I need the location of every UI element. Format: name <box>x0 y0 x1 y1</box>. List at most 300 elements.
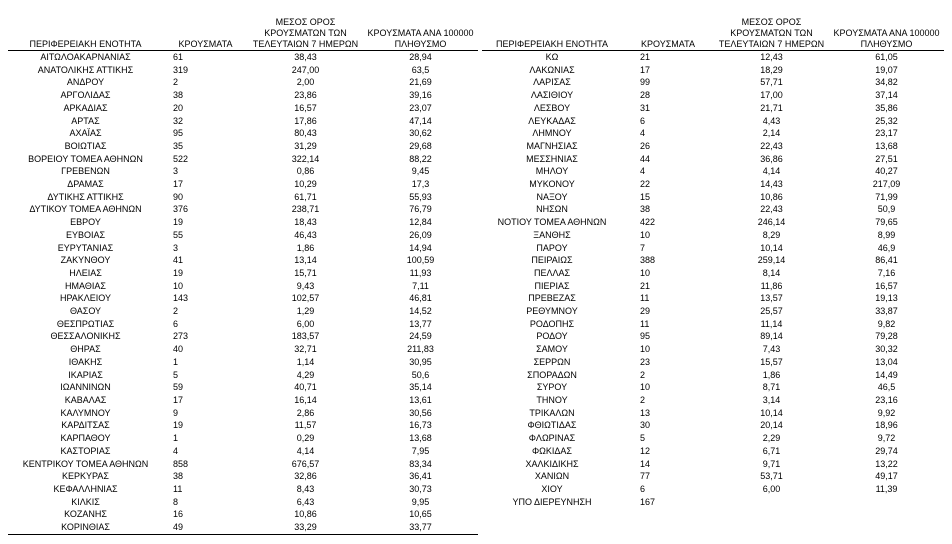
region-cell: ΕΒΡΟΥ <box>70 217 101 228</box>
per100k-cell: 33,87 <box>875 306 898 317</box>
header-cases: ΚΡΟΥΣΜΑΤΑ <box>163 10 248 51</box>
region-cell: ΝΗΣΩΝ <box>536 204 568 215</box>
avg7-cell: 4,14 <box>296 445 315 456</box>
table-row <box>8 203 478 216</box>
per100k-cell: 8,99 <box>877 229 896 240</box>
avg7-cell: 102,57 <box>291 293 320 304</box>
per100k-cell: 88,22 <box>409 153 432 164</box>
region-cell: ΚΑΒΑΛΑΣ <box>64 394 107 405</box>
cases-cell: 29 <box>640 306 651 317</box>
region-cell: ΚΕΦΑΛΛΗΝΙΑΣ <box>53 483 118 494</box>
cases-cell: 6 <box>640 483 646 494</box>
avg7-cell: 7,43 <box>762 344 781 355</box>
per100k-cell: 9,92 <box>877 407 896 418</box>
region-cell: ΚΑΛΥΜΝΟΥ <box>60 407 111 418</box>
cases-cell: 19 <box>173 217 184 228</box>
region-cell: ΧΑΝΙΩΝ <box>534 471 570 482</box>
avg7-cell: 6,00 <box>762 483 781 494</box>
region-cell: ΧΙΟΥ <box>541 483 563 494</box>
table-row <box>8 343 478 356</box>
region-cell: ΚΑΡΔΙΤΣΑΣ <box>61 420 110 431</box>
cases-cell: 5 <box>640 433 646 444</box>
table-row <box>8 419 478 432</box>
per100k-cell: 61,05 <box>875 52 898 62</box>
cases-cell: 23 <box>640 356 651 367</box>
cases-cell: 422 <box>640 217 656 228</box>
table-row <box>482 178 944 191</box>
cases-cell: 21 <box>640 280 651 291</box>
avg7-cell: 23,86 <box>294 90 317 101</box>
per100k-cell: 13,68 <box>409 433 432 444</box>
cases-cell: 14 <box>640 458 651 469</box>
per100k-cell: 40,27 <box>875 166 898 177</box>
region-cell: ΡΟΔΟΠΗΣ <box>529 318 575 329</box>
region-cell: ΛΑΣΙΘΙΟΥ <box>530 90 574 101</box>
region-cell: ΠΕΙΡΑΙΩΣ <box>531 255 573 266</box>
table-row <box>482 115 944 128</box>
region-cell: ΒΟΡΕΙΟΥ ΤΟΜΕΑ ΑΘΗΝΩΝ <box>28 153 143 164</box>
per100k-cell: 28,94 <box>409 52 432 62</box>
table-row <box>482 381 944 394</box>
region-cell: ΠΡΕΒΕΖΑΣ <box>528 293 576 304</box>
table-row <box>482 292 944 305</box>
header-per100k: ΚΡΟΥΣΜΑΤΑ ΑΝΑ 100000 ΠΛΗΘΥΣΜΟ <box>363 10 478 51</box>
avg7-cell: 2,29 <box>762 433 781 444</box>
region-cell: ΛΗΜΝΟΥ <box>532 128 572 139</box>
cases-cell: 22 <box>640 179 651 190</box>
region-cell: ΑΡΚΑΔΙΑΣ <box>63 102 108 113</box>
per100k-cell: 23,16 <box>875 394 898 405</box>
avg7-cell: 4,14 <box>762 166 781 177</box>
cases-cell: 7 <box>640 242 646 253</box>
per100k-cell: 9,95 <box>411 496 430 507</box>
region-cell: ΥΠΟ ΔΙΕΡΕΥΝΗΣΗ <box>512 496 592 507</box>
region-cell: ΣΑΜΟΥ <box>536 344 568 355</box>
cases-cell: 16 <box>173 509 184 520</box>
table-row <box>482 242 944 255</box>
per100k-cell: 30,73 <box>409 483 432 494</box>
cases-cell: 5 <box>173 369 179 380</box>
per100k-cell: 71,99 <box>875 191 898 202</box>
table-row <box>482 254 944 267</box>
avg7-cell: 6,00 <box>296 318 315 329</box>
cases-cell: 99 <box>640 77 651 88</box>
per100k-cell: 39,16 <box>409 90 432 101</box>
per100k-cell: 76,79 <box>409 204 432 215</box>
cases-cell: 3 <box>173 242 179 253</box>
cases-cell: 32 <box>173 115 184 126</box>
table-row <box>8 127 478 140</box>
avg7-cell: 4,29 <box>296 369 315 380</box>
per100k-cell: 37,14 <box>875 90 898 101</box>
cases-cell: 143 <box>173 293 189 304</box>
cases-cell: 11 <box>640 293 650 304</box>
region-cell: ΘΕΣΠΡΩΤΙΑΣ <box>56 318 115 329</box>
table-row <box>482 356 944 369</box>
avg7-cell: 2,14 <box>762 128 781 139</box>
avg7-cell: 6,43 <box>296 496 315 507</box>
per100k-cell: 35,14 <box>409 382 432 393</box>
region-cell: ΘΑΣΟΥ <box>69 306 102 317</box>
region-cell: ΑΡΓΟΛΙΔΑΣ <box>60 90 111 101</box>
per100k-cell: 63,5 <box>411 64 430 75</box>
region-cell: ΕΥΡΥΤΑΝΙΑΣ <box>57 242 114 253</box>
avg7-cell: 21,71 <box>760 102 783 113</box>
per100k-cell: 23,07 <box>409 102 432 113</box>
avg7-cell: 10,29 <box>294 179 317 190</box>
table-row <box>482 496 944 509</box>
cases-cell: 8 <box>173 496 179 507</box>
table-row <box>8 458 478 471</box>
table-row <box>482 445 944 458</box>
region-cell: ΙΩΑΝΝΙΝΩΝ <box>60 382 111 393</box>
table-header-row <box>482 10 944 51</box>
table-row <box>482 330 944 343</box>
per100k-cell: 29,68 <box>409 140 432 151</box>
avg7-cell: 259,14 <box>757 255 786 266</box>
avg7-cell: 80,43 <box>294 128 317 139</box>
avg7-cell: 16,57 <box>294 102 317 113</box>
region-cell: ΤΡΙΚΑΛΩΝ <box>529 407 575 418</box>
per100k-cell: 100,59 <box>406 255 435 266</box>
per100k-cell: 12,84 <box>409 217 432 228</box>
region-cell: ΑΙΤΩΛΟΑΚΑΡΝΑΝΙΑΣ <box>40 52 131 62</box>
per100k-cell: 16,73 <box>409 420 432 431</box>
table-row <box>482 432 944 445</box>
region-cell: ΜΕΣΣΗΝΙΑΣ <box>526 153 578 164</box>
avg7-cell: 89,14 <box>760 331 783 342</box>
region-cell: ΤΗΝΟΥ <box>536 394 568 405</box>
table-row <box>482 51 944 64</box>
table-row <box>8 64 478 77</box>
table-row <box>482 76 944 89</box>
per100k-cell: 29,74 <box>875 445 898 456</box>
cases-cell: 40 <box>173 344 184 355</box>
per100k-cell: 21,69 <box>409 77 432 88</box>
per100k-cell: 14,49 <box>875 369 898 380</box>
table-row <box>8 115 478 128</box>
avg7-cell: 32,86 <box>294 471 317 482</box>
cases-cell: 13 <box>640 407 651 418</box>
region-cell: ΝΑΞΟΥ <box>536 191 568 202</box>
cases-cell: 95 <box>640 331 651 342</box>
avg7-cell: 10,14 <box>760 242 783 253</box>
cases-cell: 10 <box>640 382 651 393</box>
table-row <box>8 229 478 242</box>
avg7-cell: 46,43 <box>294 229 317 240</box>
cases-cell: 28 <box>640 90 651 101</box>
region-cell: ΘΕΣΣΑΛΟΝΙΚΗΣ <box>50 331 121 342</box>
cases-cell: 3 <box>173 166 179 177</box>
table-row <box>482 203 944 216</box>
cases-cell: 11 <box>640 318 650 329</box>
cases-cell: 38 <box>173 90 184 101</box>
cases-cell: 319 <box>173 64 189 75</box>
per100k-cell: 9,45 <box>411 166 430 177</box>
cases-table-right <box>482 10 944 508</box>
cases-cell: 59 <box>173 382 184 393</box>
per100k-cell: 30,32 <box>875 344 898 355</box>
table-row <box>8 102 478 115</box>
per100k-cell: 7,11 <box>412 280 429 291</box>
per100k-cell: 10,65 <box>409 509 432 520</box>
table-row <box>482 369 944 382</box>
region-cell: ΔΥΤΙΚΗΣ ΑΤΤΙΚΗΣ <box>47 191 124 202</box>
region-cell: ΠΑΡΟΥ <box>536 242 568 253</box>
cases-cell: 10 <box>173 280 184 291</box>
cases-cell: 522 <box>173 153 189 164</box>
avg7-cell: 53,71 <box>760 471 783 482</box>
per100k-cell: 19,13 <box>875 293 898 304</box>
table-row <box>8 191 478 204</box>
region-cell: ΔΡΑΜΑΣ <box>67 179 104 190</box>
table-row <box>482 89 944 102</box>
header-region: ΠΕΡΙΦΕΡΕΙΑΚΗ ΕΝΟΤΗΤΑ <box>8 10 163 51</box>
cases-cell: 19 <box>173 420 184 431</box>
avg7-cell: 1,29 <box>296 306 315 317</box>
table-row <box>482 229 944 242</box>
per100k-cell: 46,9 <box>877 242 896 253</box>
per100k-cell: 30,95 <box>409 356 432 367</box>
region-cell: ΡΟΔΟΥ <box>536 331 568 342</box>
table-row <box>482 140 944 153</box>
per100k-cell: 211,83 <box>407 344 434 355</box>
cases-cell: 1 <box>173 433 179 444</box>
region-cell: ΗΡΑΚΛΕΙΟΥ <box>59 293 112 304</box>
avg7-cell: 1,86 <box>762 369 781 380</box>
region-cell: ΙΚΑΡΙΑΣ <box>68 369 103 380</box>
per100k-cell: 11,39 <box>875 483 898 494</box>
cases-cell: 17 <box>173 394 184 405</box>
table-row <box>482 216 944 229</box>
cases-cell: 38 <box>173 471 184 482</box>
avg7-cell: 61,71 <box>294 191 317 202</box>
table-header-row <box>8 10 478 51</box>
cases-cell: 4 <box>640 166 646 177</box>
region-cell: ΣΠΟΡΑΔΩΝ <box>527 369 577 380</box>
per100k-cell: 23,17 <box>875 128 898 139</box>
cases-cell: 10 <box>640 267 651 278</box>
avg7-cell: 6,71 <box>762 445 781 456</box>
avg7-cell: 31,29 <box>294 140 317 151</box>
cases-cell: 388 <box>640 255 656 266</box>
avg7-cell: 10,86 <box>760 191 783 202</box>
table-row <box>8 216 478 229</box>
per100k-cell: 17,3 <box>411 179 430 190</box>
table-row <box>8 445 478 458</box>
table-row <box>8 508 478 521</box>
table-row <box>8 407 478 420</box>
per100k-cell: 34,82 <box>875 77 898 88</box>
table-row <box>8 76 478 89</box>
region-cell: ΛΕΥΚΑΔΑΣ <box>528 115 576 126</box>
avg7-cell: 8,43 <box>296 483 315 494</box>
region-cell: ΚΟΡΙΝΘΙΑΣ <box>8 521 163 534</box>
table-row <box>8 242 478 255</box>
region-cell: ΣΕΡΡΩΝ <box>533 356 571 367</box>
per100k-cell: 79,65 <box>875 217 898 228</box>
header-cases: ΚΡΟΥΣΜΑΤΑ <box>622 10 714 51</box>
table-row <box>482 458 944 471</box>
per100k-cell: 7,16 <box>877 267 896 278</box>
per100k-cell: 9,82 <box>877 318 896 329</box>
region-cell: ΡΕΘΥΜΝΟΥ <box>526 306 578 317</box>
per100k-cell: 7,95 <box>411 445 430 456</box>
region-cell: ΧΑΛΚΙΔΙΚΗΣ <box>525 458 579 469</box>
table-row <box>482 267 944 280</box>
avg7-cell: 676,57 <box>291 458 320 469</box>
cases-cell: 35 <box>173 140 184 151</box>
per100k-cell: 27,51 <box>875 153 898 164</box>
avg7-cell: 22,43 <box>760 204 783 215</box>
table-row <box>482 318 944 331</box>
per100k-cell: 35,86 <box>875 102 898 113</box>
avg7-cell: 18,43 <box>294 217 317 228</box>
region-cell: ΓΡΕΒΕΝΩΝ <box>61 166 110 177</box>
cases-cell: 4 <box>173 445 179 456</box>
per100k-cell: 16,57 <box>875 280 898 291</box>
avg7-cell: 2,86 <box>296 407 315 418</box>
cases-cell: 55 <box>173 229 184 240</box>
cases-cell: 4 <box>640 128 646 139</box>
region-cell: ΔΥΤΙΚΟΥ ΤΟΜΕΑ ΑΘΗΝΩΝ <box>29 204 142 215</box>
cases-cell: 167 <box>640 496 656 507</box>
per100k-cell: 86,41 <box>875 255 898 266</box>
avg7-cell: 9,43 <box>296 280 315 291</box>
cases-cell: 61 <box>173 52 184 62</box>
region-cell: ΝΟΤΙΟΥ ΤΟΜΕΑ ΑΘΗΝΩΝ <box>497 217 607 228</box>
per100k-cell <box>829 496 944 509</box>
avg7-cell: 3,14 <box>762 394 781 405</box>
avg7-cell: 4,43 <box>762 115 781 126</box>
cases-cell: 19 <box>173 267 184 278</box>
avg7-cell <box>714 496 829 509</box>
per100k-cell: 46,81 <box>409 293 432 304</box>
cases-cell: 20 <box>173 102 184 113</box>
table-row <box>8 369 478 382</box>
cases-cell: 6 <box>640 115 646 126</box>
region-cell: ΚΕΡΚΥΡΑΣ <box>62 471 109 482</box>
region-cell: ΑΧΑΪΑΣ <box>69 128 102 139</box>
table-row <box>482 305 944 318</box>
cases-cell: 1 <box>173 356 179 367</box>
table-row <box>482 165 944 178</box>
per100k-cell: 55,93 <box>409 191 432 202</box>
cases-cell: 77 <box>640 471 651 482</box>
per100k-cell: 9,72 <box>877 433 896 444</box>
avg7-cell: 15,71 <box>294 267 317 278</box>
per100k-cell: 11,93 <box>409 267 432 278</box>
region-cell: ΞΑΝΘΗΣ <box>533 229 571 240</box>
table-row <box>8 381 478 394</box>
per100k-cell: 33,77 <box>363 521 478 534</box>
table-row <box>8 470 478 483</box>
avg7-cell: 1,86 <box>296 242 315 253</box>
table-row <box>482 153 944 166</box>
avg7-cell: 13,57 <box>760 293 783 304</box>
avg7-cell: 33,29 <box>248 521 363 534</box>
avg7-cell: 11,57 <box>294 420 317 431</box>
avg7-cell: 20,14 <box>760 420 783 431</box>
cases-cell: 49 <box>163 521 248 534</box>
cases-cell: 38 <box>640 204 651 215</box>
per100k-cell: 217,09 <box>872 179 901 190</box>
avg7-cell: 57,71 <box>760 77 783 88</box>
cases-cell: 12 <box>640 445 651 456</box>
per100k-cell: 83,34 <box>409 458 432 469</box>
cases-cell: 2 <box>640 369 646 380</box>
region-cell: ΣΥΡΟΥ <box>536 382 568 393</box>
per100k-cell: 25,32 <box>875 115 898 126</box>
region-cell: ΖΑΚΥΝΘΟΥ <box>60 255 111 266</box>
region-cell: ΒΟΙΩΤΙΑΣ <box>64 140 107 151</box>
table-row <box>8 356 478 369</box>
region-cell: ΙΘΑΚΗΣ <box>68 356 103 367</box>
region-cell: ΚΩ <box>545 52 559 62</box>
table-body-left <box>8 51 478 535</box>
table-row <box>8 432 478 445</box>
table-row <box>8 178 478 191</box>
table-row <box>482 343 944 356</box>
per100k-cell: 19,07 <box>875 64 898 75</box>
table-row <box>8 51 478 64</box>
region-cell: ΘΗΡΑΣ <box>70 344 101 355</box>
avg7-cell: 246,14 <box>757 217 786 228</box>
table-row <box>482 127 944 140</box>
region-cell: ΑΝΔΡΟΥ <box>66 77 105 88</box>
avg7-cell: 10,86 <box>294 509 317 520</box>
cases-cell: 10 <box>640 344 651 355</box>
header-region: ΠΕΡΙΦΕΡΕΙΑΚΗ ΕΝΟΤΗΤΑ <box>482 10 622 51</box>
header-avg7: ΜΕΣΟΣ ΟΡΟΣ ΚΡΟΥΣΜΑΤΩΝ ΤΩΝ ΤΕΛΕΥΤΑΙΩΝ 7 ΗΜΕΡΩΝ <box>714 10 829 51</box>
per100k-cell: 13,68 <box>875 140 898 151</box>
avg7-cell: 0,86 <box>296 166 315 177</box>
region-cell: ΚΕΝΤΡΙΚΟΥ ΤΟΜΕΑ ΑΘΗΝΩΝ <box>22 458 149 469</box>
cases-table-left <box>8 10 478 535</box>
per100k-cell: 14,52 <box>409 306 432 317</box>
cases-cell: 31 <box>640 102 651 113</box>
table-row <box>8 292 478 305</box>
cases-cell: 273 <box>173 331 189 342</box>
header-per100k: ΚΡΟΥΣΜΑΤΑ ΑΝΑ 100000 ΠΛΗΘΥΣΜΟ <box>829 10 944 51</box>
region-cell: ΗΛΕΙΑΣ <box>69 267 102 278</box>
per100k-cell: 24,59 <box>409 331 432 342</box>
table-row <box>8 305 478 318</box>
per100k-cell: 47,14 <box>409 115 432 126</box>
cases-cell: 90 <box>173 191 184 202</box>
cases-cell: 26 <box>640 140 651 151</box>
avg7-cell: 15,57 <box>760 356 783 367</box>
avg7-cell: 16,14 <box>294 394 317 405</box>
cases-cell: 95 <box>173 128 184 139</box>
cases-cell: 9 <box>173 407 179 418</box>
avg7-cell: 22,43 <box>760 140 783 151</box>
table-row <box>482 407 944 420</box>
region-cell: ΑΡΤΑΣ <box>71 115 100 126</box>
avg7-cell: 17,00 <box>760 90 783 101</box>
region-cell: ΛΕΣΒΟΥ <box>533 102 571 113</box>
table-row <box>8 140 478 153</box>
avg7-cell: 0,29 <box>296 433 315 444</box>
avg7-cell: 14,43 <box>760 179 783 190</box>
avg7-cell: 9,71 <box>762 458 781 469</box>
per100k-cell: 50,9 <box>877 204 896 215</box>
per100k-cell: 30,62 <box>409 128 432 139</box>
per100k-cell: 46,5 <box>877 382 896 393</box>
cases-cell: 10 <box>640 229 651 240</box>
region-cell: ΜΑΓΝΗΣΙΑΣ <box>526 140 578 151</box>
avg7-cell: 8,71 <box>762 382 781 393</box>
